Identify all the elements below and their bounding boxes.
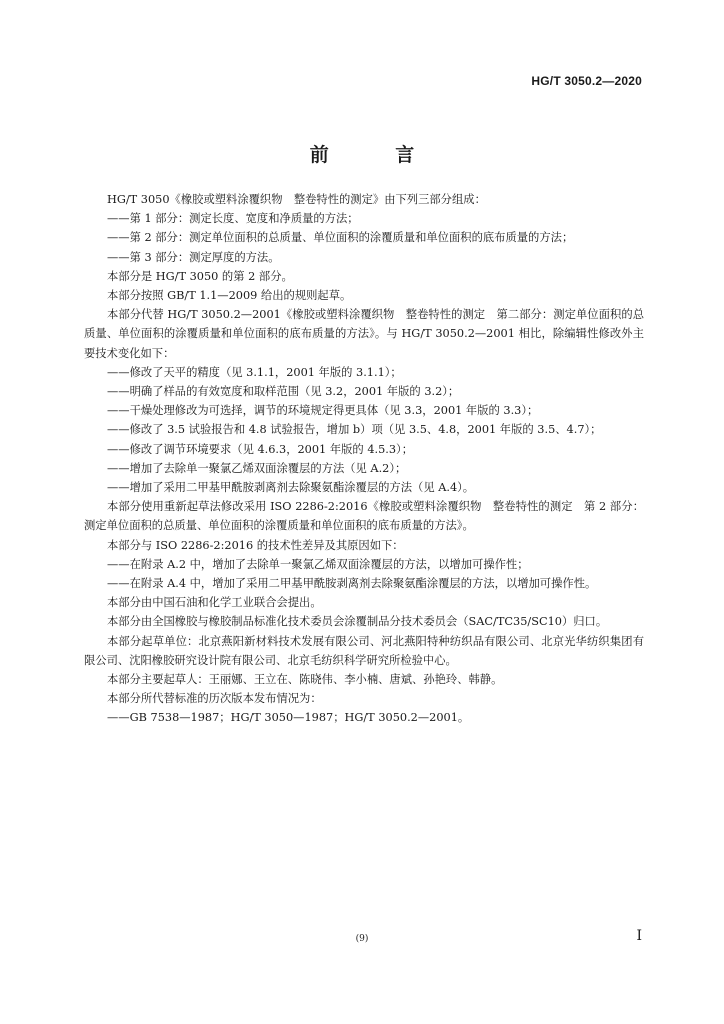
list-item-change5: ——修改了调节环境要求（见 4.6.3，2001 年版的 4.5.3）；: [107, 442, 414, 456]
list-item-change2: ——明确了样品的有效宽度和取样范围（见 3.2，2001 年版的 3.2）；: [107, 385, 460, 399]
list-item-history: ——GB 7538—1987；HG/T 3050—1987；HG/T 3050.2—2001。: [107, 711, 470, 725]
paragraph-history-intro: 本部分所代替标准的历次版本发布情况为：: [107, 692, 322, 706]
list-item-change3: ——干燥处理修改为可选择，调节的环境规定得更具体（见 3.3，2001 年版的 3.3）；: [107, 404, 539, 418]
paragraph-iso-redraft: 本部分使用重新起草法修改采用 ISO 2286-2:2016《橡胶或塑料涂覆织物 整卷特性的测定 第 2 部分：测定单位面积的总质量、单位面积的涂覆质量和单位面积的底布质量的方法》。: [84, 500, 644, 533]
list-item-diff2: ——在附录 A.4 中，增加了采用二甲基甲酰胺剥离剂去除聚氨酯涂覆层的方法，以增加可操作性。: [107, 577, 597, 591]
list-item-diff1: ——在附录 A.2 中，增加了去除单一聚氯乙烯双面涂覆层的方法，以增加可操作性；: [107, 557, 529, 571]
paragraph-intro: HG/T 3050《橡胶或塑料涂覆织物 整卷特性的测定》由下列三部分组成：: [107, 193, 486, 206]
paragraph-centralized: 本部分由全国橡胶与橡胶制品标准化技术委员会涂覆制品分技术委员会（SAC/TC35/SC10）归口。: [107, 615, 608, 629]
list-item-part2: ——第 2 部分：测定单位面积的总质量、单位面积的涂覆质量和单位面积的底布质量的方法；: [107, 231, 574, 245]
paragraph-proposed: 本部分由中国石油和化学工业联合会提出。: [107, 596, 322, 610]
list-item-change6: ——增加了去除单一聚氯乙烯双面涂覆层的方法（见 A.2）；: [107, 461, 407, 475]
list-item-part1: ——第 1 部分：测定长度、宽度和净质量的方法；: [107, 212, 359, 226]
page-title: 前 言: [309, 144, 445, 166]
paragraph-drafting-units: 本部分起草单位：北京燕阳新材料技术发展有限公司、河北燕阳特种纺织品有限公司、北京光华纺织集团有限公司、沈阳橡胶研究设计院有限公司、北京毛纺织科学研究所检验中心。: [84, 634, 644, 667]
list-item-change1: ——修改了天平的精度（见 3.1.1，2001 年版的 3.1.1）；: [107, 365, 402, 379]
list-item-change4: ——修改了 3.5 试验报告和 4.8 试验报告，增加 b）项（见 3.5、4.8，2001 年版的 3.5、4.7）；: [107, 423, 602, 437]
paragraph-drafting-rule: 本部分按照 GB/T 1.1—2009 给出的规则起草。: [107, 289, 352, 303]
roman-page-number: I: [636, 928, 642, 944]
paragraph-drafters: 本部分主要起草人：王丽娜、王立在、陈晓伟、李小楠、唐斌、孙艳玲、韩静。: [107, 673, 503, 687]
page-marker: (9): [355, 934, 369, 944]
list-item-part3: ——第 3 部分：测定厚度的方法。: [107, 250, 280, 264]
foreword-body: [84, 190, 644, 728]
paragraph-iso-diff: 本部分与 ISO 2286-2:2016 的技术性差异及其原因如下：: [107, 538, 404, 552]
standard-code: HG/T 3050.2—2020: [531, 74, 642, 88]
paragraph-this-part: 本部分是 HG/T 3050 的第 2 部分。: [107, 269, 293, 283]
list-item-change7: ——增加了采用二甲基甲酰胺剥离剂去除聚氨酯涂覆层的方法（见 A.4）。: [107, 481, 475, 495]
paragraph-replaces: 本部分代替 HG/T 3050.2—2001《橡胶或塑料涂覆织物 整卷特性的测定 第二部分：测定单位面积的总质量、单位面积的涂覆质量和单位面积的底布质量的方法》。与 HG/T 3050.2—2001 相比，除编辑性修改外主要技术变化如下：: [84, 308, 644, 360]
